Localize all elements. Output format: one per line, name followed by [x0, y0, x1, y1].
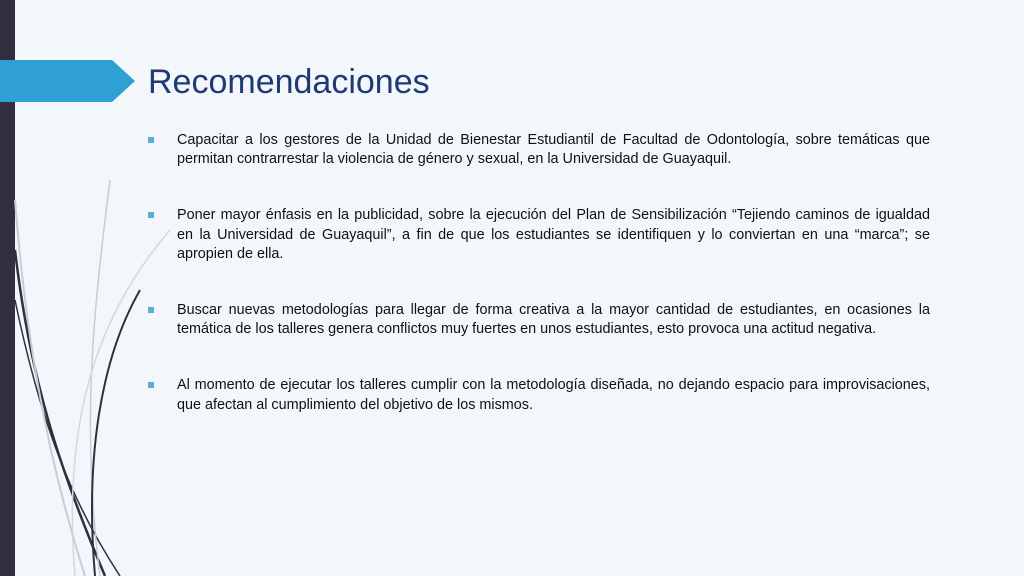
slide-title: Recomendaciones	[148, 63, 430, 101]
list-item-text: Al momento de ejecutar los talleres cumplir con la metodología diseñada, no dejando espacio para improvisaciones, que afectan al cumplimiento del objetivo de los mismos.	[177, 377, 930, 413]
recommendations-content	[148, 131, 930, 415]
list-item	[148, 206, 930, 264]
square-bullet-icon	[148, 382, 154, 388]
list-item	[148, 301, 930, 339]
title-accent-arrow	[0, 60, 135, 102]
list-item-text: Buscar nuevas metodologías para llegar de forma creativa a la mayor cantidad de estudiantes, en ocasiones la temática de los talleres genera conflictos muy fuertes en unos estudiantes, esto provoca una actitud negativa.	[177, 302, 930, 338]
list-item-text: Poner mayor énfasis en la publicidad, sobre la ejecución del Plan de Sensibilización “Tejiendo caminos de igualdad en la Universidad de Guayaquil”, a fin de que los estudiantes se identifiquen y lo conviertan en una “marca”; se apropien de ella.	[177, 207, 930, 262]
list-item	[148, 376, 930, 414]
square-bullet-icon	[148, 212, 154, 218]
recommendations-list	[148, 131, 930, 415]
list-item	[148, 131, 930, 169]
list-item-text: Capacitar a los gestores de la Unidad de Bienestar Estudiantil de Facultad de Odontología, sobre temáticas que permitan contrarrestar la violencia de género y sexual, en la Universidad de Guayaquil.	[177, 132, 930, 168]
square-bullet-icon	[148, 307, 154, 313]
square-bullet-icon	[148, 137, 154, 143]
